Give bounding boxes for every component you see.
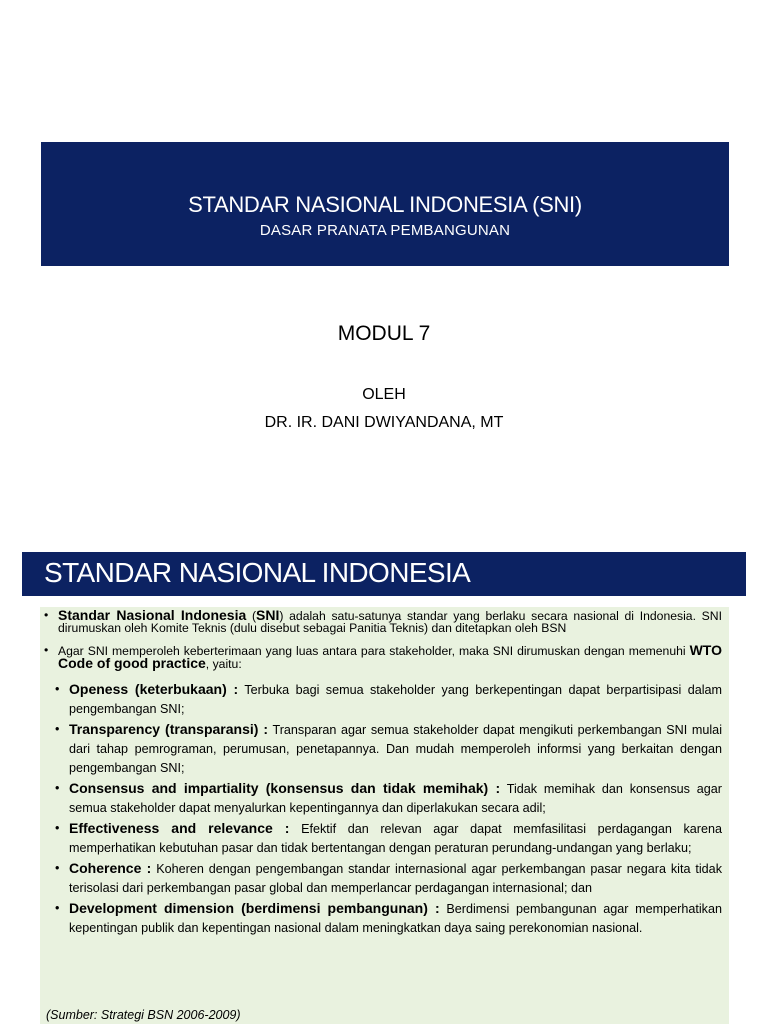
bullet-text-tail: , yaitu: xyxy=(205,657,242,671)
principle-term: Transparency (transparansi) : xyxy=(69,721,269,737)
principle-desc: Tidak memihak dan konsensus agar semua stakeholder dapat menyalurkan kepentingannya dan diperlakukan secara adil; xyxy=(69,782,722,815)
oleh-label: OLEH xyxy=(362,386,406,403)
principle-item xyxy=(55,779,722,818)
principle-term: Effectiveness and relevance : xyxy=(69,820,290,836)
principle-term: Coherence : xyxy=(69,860,152,876)
principle-item xyxy=(55,819,722,858)
bullet-wto xyxy=(44,644,722,670)
principle-desc: Koheren dengan pengembangan standar internasional agar perkembangan pasar negara kita tidak terisolasi dari perkembangan pasar global dan memperlancar perdagangan internasional; dan xyxy=(69,862,722,895)
principle-item xyxy=(55,899,722,938)
bullet-sni-definition xyxy=(44,609,722,634)
bullet-dot: • xyxy=(44,643,49,657)
principle-desc: Terbuka bagi semua stakeholder yang berkepentingan dapat berpartisipasi dalam pengembangan SNI; xyxy=(69,683,722,716)
principle-desc: Berdimensi pembangunan agar memperhatikan kepentingan publik dan kepentingan nasional dalam meningkatkan daya saing perekonomian nasional. xyxy=(69,902,722,935)
bullet-dot: • xyxy=(55,901,60,915)
bullet-dot: • xyxy=(55,781,60,795)
term-sni-abbr: SNI xyxy=(256,607,280,623)
bullet-dot: • xyxy=(55,821,60,835)
title-banner xyxy=(41,142,729,266)
bullet-list xyxy=(44,609,722,939)
term-sni: Standar Nasional Indonesia xyxy=(58,607,247,623)
source-citation: (Sumber: Strategi BSN 2006-2009) xyxy=(46,1008,241,1022)
slide-title: STANDAR NASIONAL INDONESIA (SNI) xyxy=(188,192,582,217)
principle-term: Development dimension (berdimensi pembangunan) : xyxy=(69,900,440,916)
principle-term: Openess (keterbukaan) : xyxy=(69,681,239,697)
bullet-dot: • xyxy=(44,608,49,622)
principle-desc: Efektif dan relevan agar dapat memfasilitasi perdagangan karena memperhatikan kebutuhan pasar dan tidak bertentangan dengan peraturan perundang-undangan yang berlaku; xyxy=(69,822,722,855)
term-wto: WTO Code of good practice xyxy=(58,642,722,671)
bullet-dot: • xyxy=(55,861,60,875)
modul-label: MODUL 7 xyxy=(337,322,431,345)
bullet-dot: • xyxy=(55,682,60,696)
principle-term: Consensus and impartiality (konsensus dan tidak memihak) : xyxy=(69,780,501,796)
content-slide-title: STANDAR NASIONAL INDONESIA xyxy=(44,557,471,588)
bullet-text: Agar SNI memperoleh keberterimaan yang luas antara para stakeholder, maka SNI dirumuskan dengan memenuhi xyxy=(58,644,690,658)
principle-item xyxy=(55,680,722,719)
content-slide-header xyxy=(22,552,746,596)
bullet-text: ) adalah satu-satunya standar yang berlaku secara nasional di Indonesia. SNI dirumuskan oleh Komite Teknis (dulu disebut sebagai Panitia Teknis) dan ditetapkan oleh BSN xyxy=(58,609,722,635)
bullet-dot: • xyxy=(55,722,60,736)
content-box xyxy=(40,607,729,1024)
text-fragment: ( xyxy=(246,609,257,623)
principle-desc: Transparan agar semua stakeholder dapat mengikuti perkembangan SNI mulai dari tahap pemrograman, perumusan, penetapannya. Dan mudah memperoleh informsi yang berkaitan dengan pengembangan SNI; xyxy=(69,723,722,775)
slide-subtitle: DASAR PRANATA PEMBANGUNAN xyxy=(259,222,511,239)
principle-item xyxy=(55,859,722,898)
author-name: DR. IR. DANI DWIYANDANA, MT xyxy=(264,414,504,431)
principle-item xyxy=(55,720,722,778)
